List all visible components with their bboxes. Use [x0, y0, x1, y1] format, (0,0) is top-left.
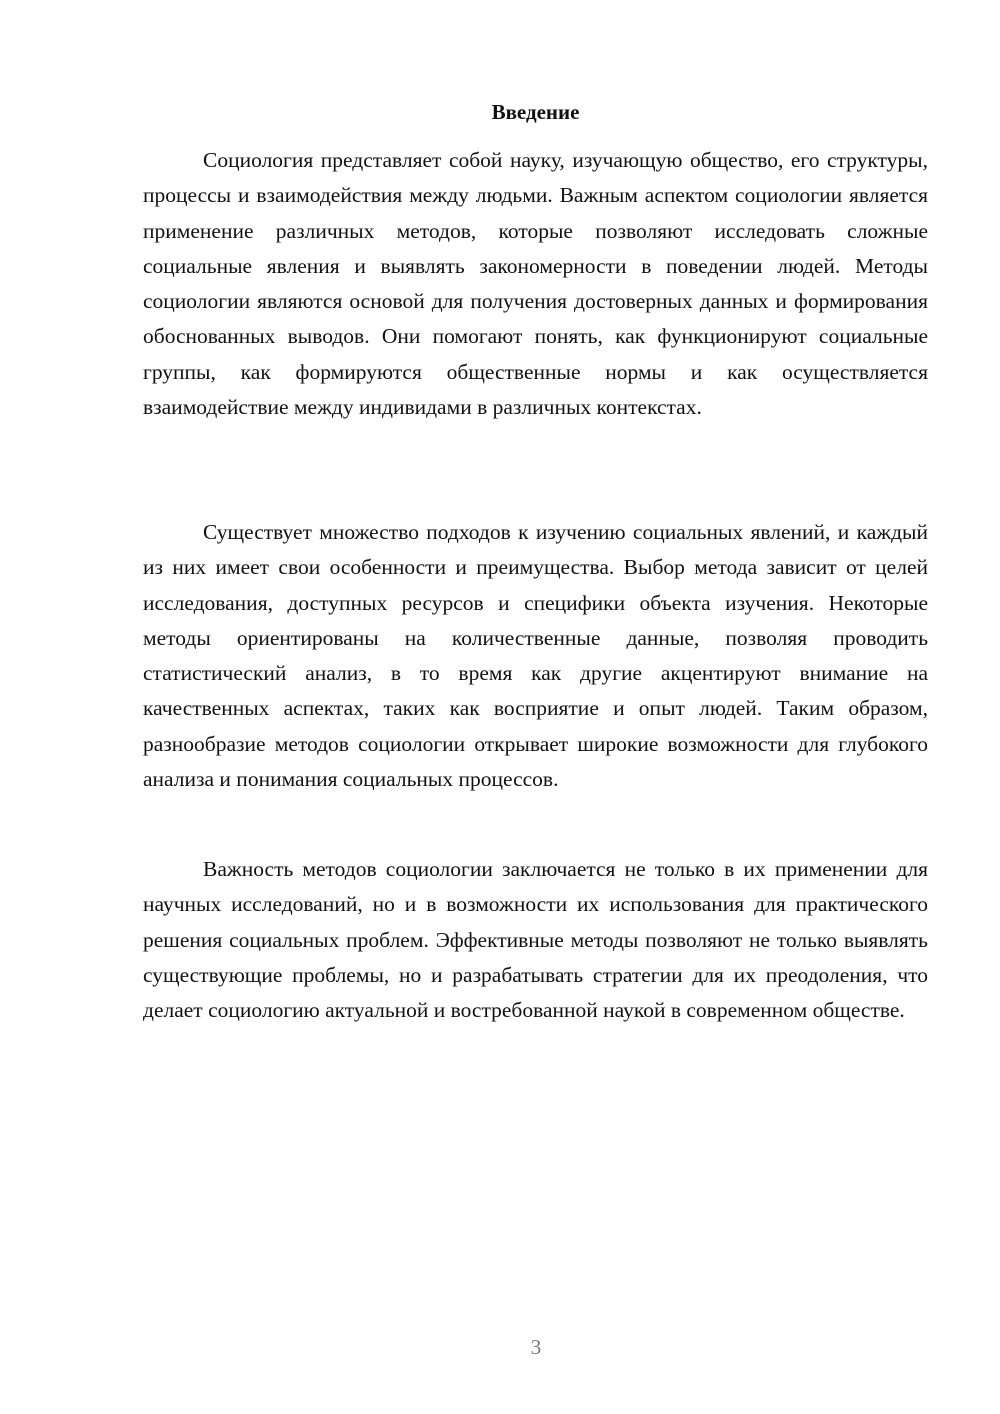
paragraph-2: Существует множество подходов к изучению социальных явлений, и каждый из них имеет свои особенности и преимущества. Выбор метода зависит от целей исследования, доступных ресурсов и специфики объекта изучения. Некоторые методы ориентированы на количественные данные, позволяя проводить статистический анализ, в то время как другие акцентируют внимание на качественных аспектах, таких как восприятие и опыт людей. Таким образом, разнообразие методов социологии открывает широкие возможности для глубокого анализа и понимания социальных процессов.	[143, 520, 928, 792]
paragraph-1: Социология представляет собой науку, изучающую общество, его структуры, процессы и взаимодействия между людьми. Важным аспектом социологии является применение различных методов, которые позволяют исследовать сложные социальные явления и выявлять закономерности в поведении людей. Методы социологии являются основой для получения достоверных данных и формирования обоснованных выводов. Они помогают понять, как функционируют социальные группы, как формируются общественные нормы и как осуществляется взаимодействие между индивидами в различных контекстах.	[143, 148, 928, 420]
page-heading: Введение	[491, 100, 580, 124]
paragraph-3: Важность методов социологии заключается не только в их применении для научных исследований, но и в возможности их использования для практического решения социальных проблем. Эффективные методы позволяют не только выявлять существующие проблемы, но и разрабатывать стратегии для их преодоления, что делает социологию актуальной и востребованной наукой в современном обществе.	[143, 857, 928, 1023]
page-number: 3	[530, 1335, 542, 1359]
